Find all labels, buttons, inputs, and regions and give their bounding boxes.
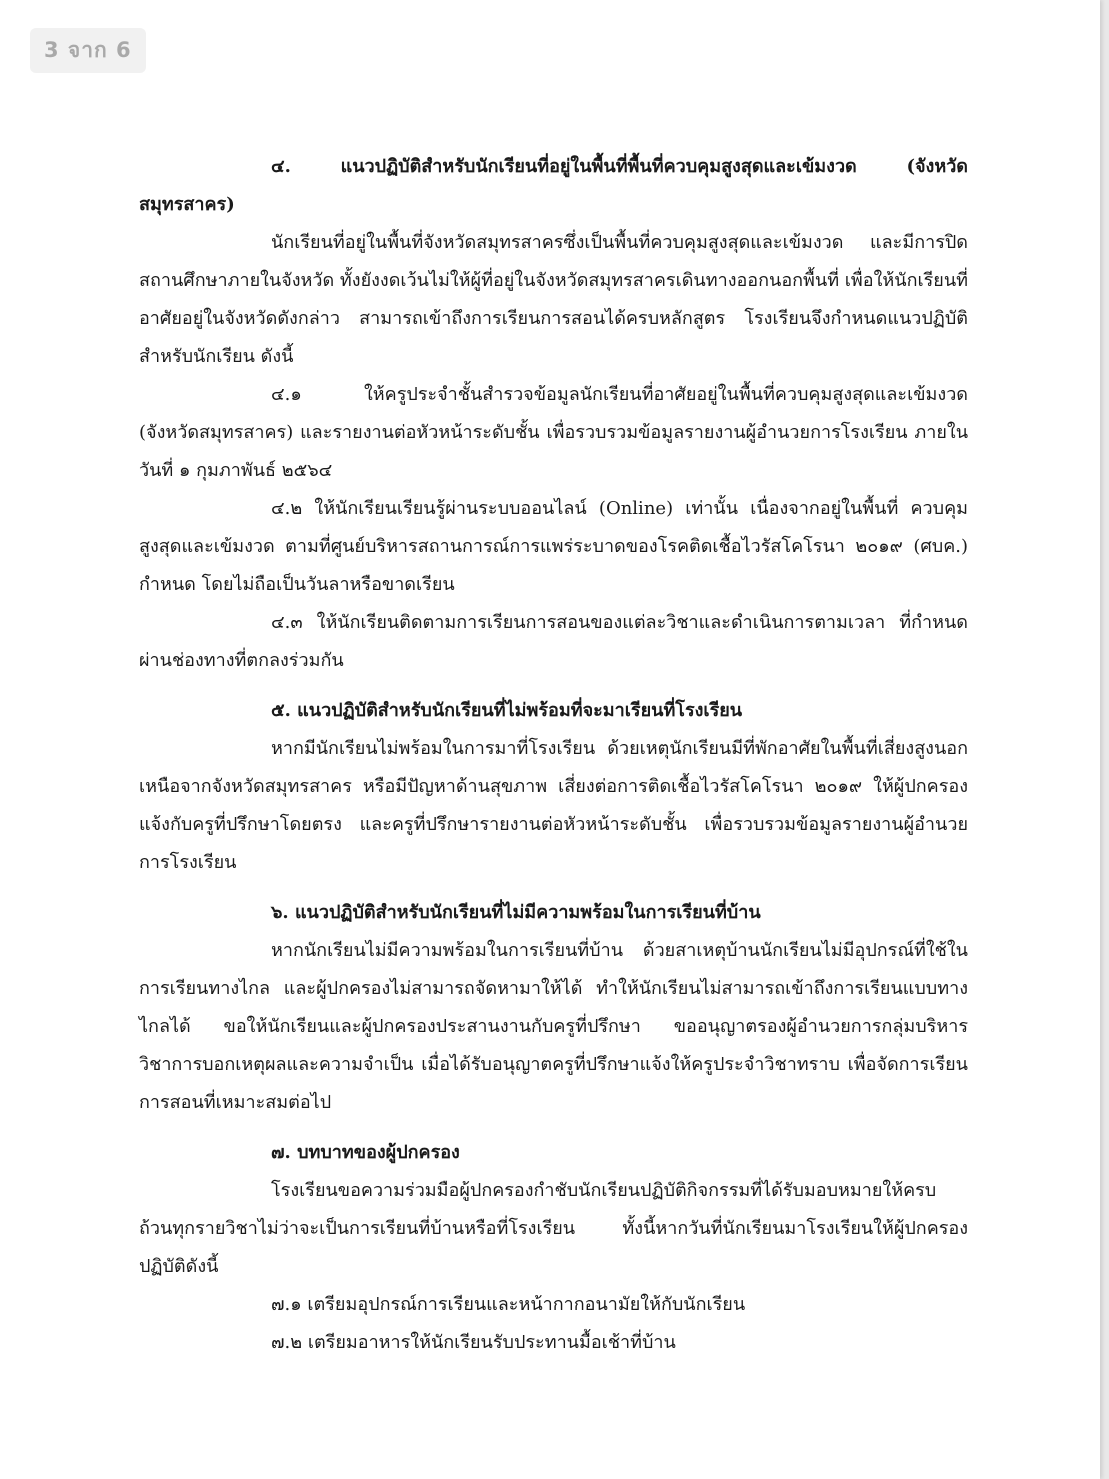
section-7-heading: ๗. บทบาทของผู้ปกครอง — [271, 1142, 460, 1163]
section-7-body: โรงเรียนขอความร่วมมือผู้ปกครองกำชับนักเรียนปฏิบัติกิจกรรมที่ได้รับมอบหมายให้ครบถ้วนทุกรายวิชาไม่ว่าจะเป็นการเรียนที่บ้านหรือที่โรงเรียน ทั้งนี้หากวันที่นักเรียนมาโรงเรียนให้ผู้ปกครองปฏิบัติดังนี้ — [139, 1180, 968, 1277]
page-indicator: 3 จาก 6 — [30, 28, 146, 73]
section-5-heading: ๕. แนวปฏิบัติสำหรับนักเรียนที่ไม่พร้อมที่จะมาเรียนที่โรงเรียน — [271, 700, 743, 721]
section-7-item-2: ๗.๒ เตรียมอาหารให้นักเรียนรับประทานมื้อเช้าที่บ้าน — [271, 1332, 676, 1353]
section-4-item-1: ๔.๑ ให้ครูประจำชั้นสำรวจข้อมูลนักเรียนที่อาศัยอยู่ในพื้นที่ควบคุมสูงสุดและเข้มงวด (จังหวัดสมุทรสาคร) และรายงานต่อหัวหน้าระดับชั้น เพื่อรวบรวมข้อมูลรายงานผู้อำนวยการโรงเรียน ภายในวันที่ ๑ กุมภาพันธ์ ๒๕๖๔ — [139, 384, 968, 481]
section-6-heading: ๖. แนวปฏิบัติสำหรับนักเรียนที่ไม่มีความพร้อมในการเรียนที่บ้าน — [271, 902, 761, 923]
section-4-item-3: ๔.๓ ให้นักเรียนติดตามการเรียนการสอนของแต่ละวิชาและดำเนินการตามเวลา ที่กำหนดผ่านช่องทางที่ตกลงร่วมกัน — [139, 612, 968, 671]
section-4-intro: นักเรียนที่อยู่ในพื้นที่จังหวัดสมุทรสาครซึ่งเป็นพื้นที่ควบคุมสูงสุดและเข้มงวด และมีการปิดสถานศึกษาภายในจังหวัด ทั้งยังงดเว้นไม่ให้ผู้ที่อยู่ในจังหวัดสมุทรสาครเดินทางออกนอกพื้นที่ เพื่อให้นักเรียนที่อาศัยอยู่ในจังหวัดดังกล่าว สามารถเข้าถึงการเรียนการสอนได้ครบหลักสูตร โรงเรียนจึงกำหนดแนวปฏิบัติสำหรับนักเรียน ดังนี้ — [139, 232, 969, 367]
document-content — [139, 148, 968, 1362]
section-4-heading: ๔. แนวปฏิบัติสำหรับนักเรียนที่อยู่ในพื้นที่พื้นที่ควบคุมสูงสุดและเข้มงวด (จังหวัดสมุทรสาคร) — [139, 156, 968, 215]
section-6-body: หากนักเรียนไม่มีความพร้อมในการเรียนที่บ้าน ด้วยสาเหตุบ้านนักเรียนไม่มีอุปกรณ์ที่ใช้ในการเรียนทางไกล และผู้ปกครองไม่สามารถจัดหามาให้ได้ ทำให้นักเรียนไม่สามารถเข้าถึงการเรียนแบบทางไกลได้ ขอให้นักเรียนและผู้ปกครองประสานงานกับครูที่ปรึกษา ขออนุญาตรองผู้อำนวยการกลุ่มบริหารวิชาการบอกเหตุผลและความจำเป็น เมื่อได้รับอนุญาตครูที่ปรึกษาแจ้งให้ครูประจำวิชาทราบ เพื่อจัดการเรียนการสอนที่เหมาะสมต่อไป — [139, 940, 968, 1113]
section-7-item-1: ๗.๑ เตรียมอุปกรณ์การเรียนและหน้ากากอนามัยให้กับนักเรียน — [271, 1294, 746, 1315]
section-5-body: หากมีนักเรียนไม่พร้อมในการมาที่โรงเรียน ด้วยเหตุนักเรียนมีที่พักอาศัยในพื้นที่เสี่ยงสูงนอกเหนือจากจังหวัดสมุทรสาคร หรือมีปัญหาด้านสุขภาพ เสี่ยงต่อการติดเชื้อไวรัสโคโรนา ๒๐๑๙ ให้ผู้ปกครองแจ้งกับครูที่ปรึกษาโดยตรง และครูที่ปรึกษารายงานต่อหัวหน้าระดับชั้น เพื่อรวบรวมข้อมูลรายงานผู้อำนวยการโรงเรียน — [139, 738, 968, 873]
section-4-item-2: ๔.๒ ให้นักเรียนเรียนรู้ผ่านระบบออนไลน์ (Online) เท่านั้น เนื่องจากอยู่ในพื้นที่ ควบคุมสูงสุดและเข้มงวด ตามที่ศูนย์บริหารสถานการณ์การแพร่ระบาดของโรคติดเชื้อไวรัสโคโรนา ๒๐๑๙ (ศบค.) กำหนด โดยไม่ถือเป็นวันลาหรือขาดเรียน — [139, 498, 968, 595]
